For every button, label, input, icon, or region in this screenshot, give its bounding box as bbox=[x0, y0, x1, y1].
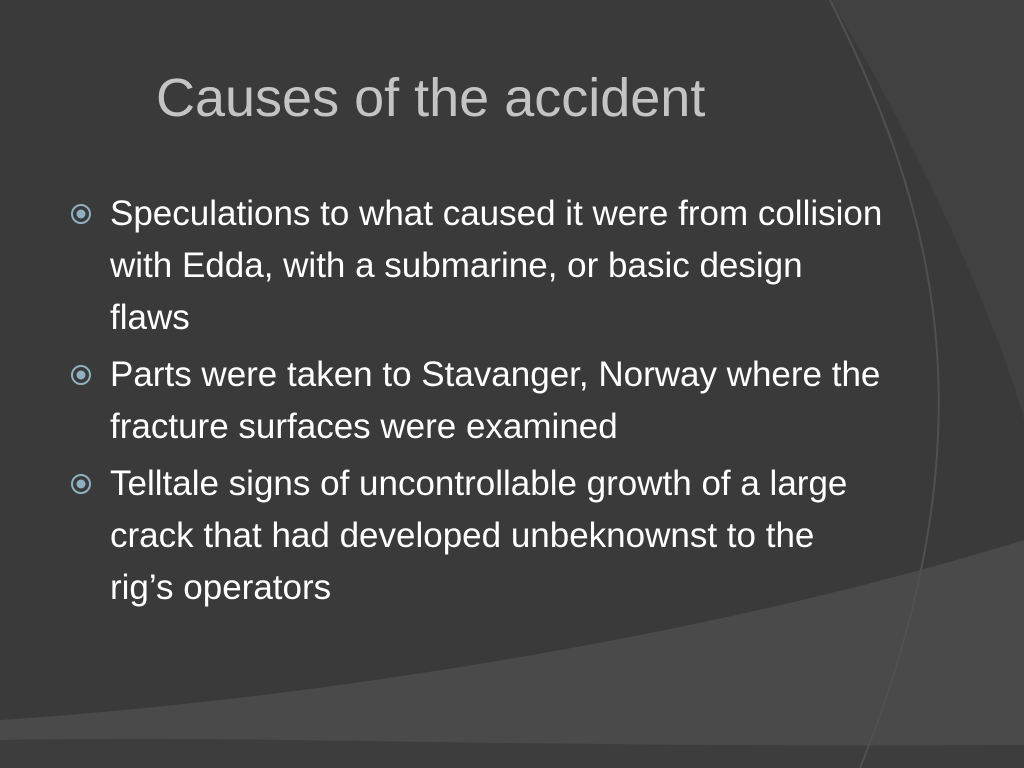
bullet-item bbox=[64, 188, 884, 344]
bullet-text: Parts were taken to Stavanger, Norway where the fracture surfaces were examined bbox=[110, 355, 881, 446]
bullet-text: Speculations to what caused it were from collision with Edda, with a submarine, or basic design flaws bbox=[110, 194, 883, 337]
bullet-text: Telltale signs of uncontrollable growth of a large crack that had developed unbeknownst to the rig’s operators bbox=[110, 464, 848, 607]
bullet-item bbox=[64, 349, 884, 453]
bullet-list bbox=[64, 188, 884, 619]
circled-dot-icon bbox=[70, 473, 92, 495]
circled-dot-icon bbox=[70, 364, 92, 386]
bullet-item bbox=[64, 458, 884, 614]
slide-title: Causes of the accident bbox=[156, 68, 706, 128]
circled-dot-icon bbox=[70, 203, 92, 225]
